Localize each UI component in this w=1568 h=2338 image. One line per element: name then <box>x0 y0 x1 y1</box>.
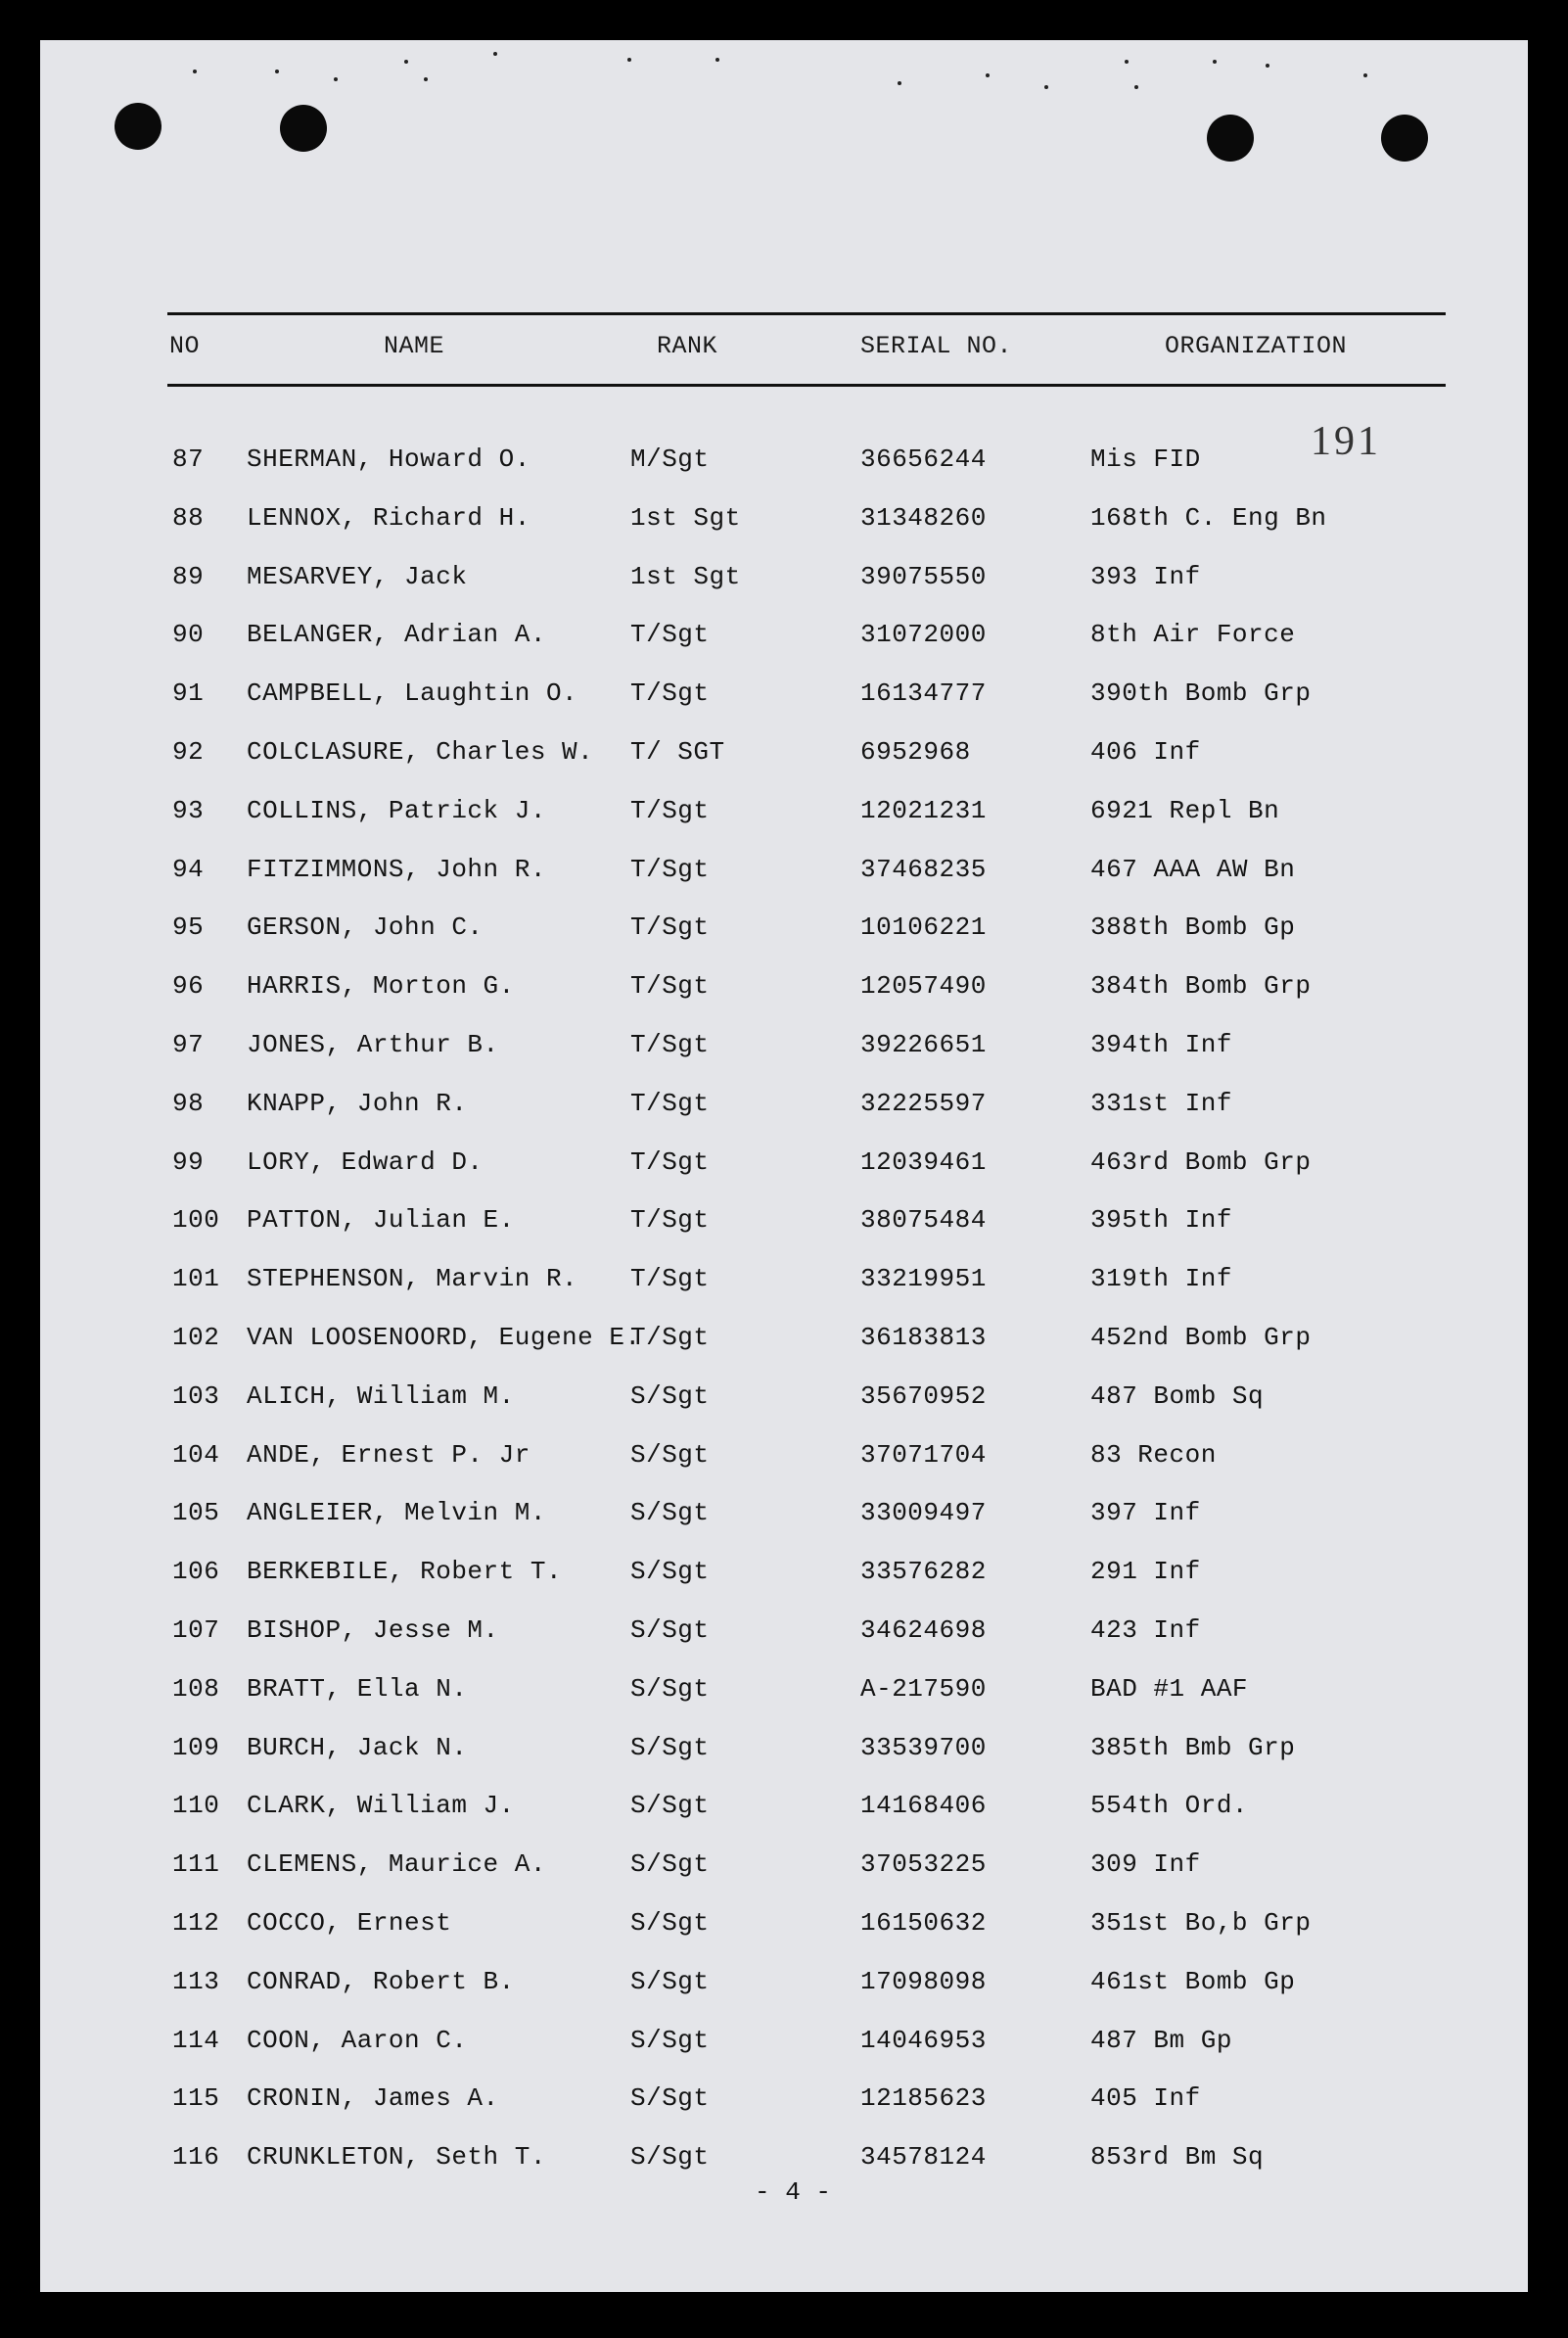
speck <box>1044 85 1048 89</box>
stamp-number: 191 <box>1311 419 1381 464</box>
row-name: FITZIMMONS, John R. <box>247 854 546 884</box>
table-row <box>40 620 1528 678</box>
table-row <box>40 737 1528 796</box>
row-name: LENNOX, Richard H. <box>247 502 530 533</box>
row-organization: 397 Inf <box>1090 1498 1201 1528</box>
speck <box>898 81 901 85</box>
row-number: 92 <box>172 736 205 767</box>
row-serial: 12185623 <box>860 2083 987 2114</box>
row-organization: 385th Bmb Grp <box>1090 1732 1296 1762</box>
row-organization: 487 Bm Gp <box>1090 2025 1232 2055</box>
row-name: CRONIN, James A. <box>247 2083 499 2114</box>
table-row <box>40 678 1528 737</box>
row-rank: T/Sgt <box>630 1264 710 1294</box>
table-row <box>40 1498 1528 1557</box>
table-row <box>40 1674 1528 1733</box>
row-number: 98 <box>172 1088 205 1118</box>
row-name: COLCLASURE, Charles W. <box>247 736 594 767</box>
row-organization: 406 Inf <box>1090 736 1201 767</box>
row-rank: T/Sgt <box>630 1322 710 1352</box>
speck <box>404 60 408 64</box>
row-rank: T/Sgt <box>630 1029 710 1059</box>
row-name: CRUNKLETON, Seth T. <box>247 2142 546 2173</box>
header-serial: SERIAL NO. <box>860 332 1013 360</box>
row-organization: 487 Bomb Sq <box>1090 1380 1265 1411</box>
speck <box>1134 85 1138 89</box>
row-organization: 463rd Bomb Grp <box>1090 1146 1312 1177</box>
table-row <box>40 1323 1528 1381</box>
punch-hole-left-2 <box>280 105 327 152</box>
speck <box>1125 60 1129 64</box>
row-serial: 38075484 <box>860 1205 987 1236</box>
row-rank: S/Sgt <box>630 1614 710 1645</box>
header-rank: RANK <box>657 332 718 360</box>
row-serial: 16134777 <box>860 678 987 709</box>
row-number: 102 <box>172 1322 220 1352</box>
row-number: 110 <box>172 1791 220 1821</box>
speck <box>493 52 497 56</box>
row-name: BURCH, Jack N. <box>247 1732 468 1762</box>
row-rank: T/Sgt <box>630 795 710 825</box>
punch-hole-right-2 <box>1381 115 1428 162</box>
row-number: 101 <box>172 1264 220 1294</box>
row-organization: 83 Recon <box>1090 1439 1217 1470</box>
row-organization: 452nd Bomb Grp <box>1090 1322 1312 1352</box>
row-organization: 168th C. Eng Bn <box>1090 502 1327 533</box>
row-serial: 33009497 <box>860 1498 987 1528</box>
row-serial: 33576282 <box>860 1557 987 1587</box>
row-rank: 1st Sgt <box>630 561 741 591</box>
speck <box>1266 64 1269 68</box>
table-row <box>40 1205 1528 1264</box>
row-rank: S/Sgt <box>630 2025 710 2055</box>
row-name: PATTON, Julian E. <box>247 1205 515 1236</box>
row-number: 95 <box>172 912 205 943</box>
table-row <box>40 1849 1528 1908</box>
speck <box>193 70 197 73</box>
row-organization: 461st Bomb Gp <box>1090 1966 1296 1996</box>
row-organization: BAD #1 AAF <box>1090 1673 1249 1704</box>
row-number: 88 <box>172 502 205 533</box>
table-row <box>40 1967 1528 2026</box>
row-rank: S/Sgt <box>630 1907 710 1938</box>
table-row <box>40 1908 1528 1967</box>
row-organization: 331st Inf <box>1090 1088 1232 1118</box>
top-rule <box>167 312 1446 315</box>
row-organization: 351st Bo,b Grp <box>1090 1907 1312 1938</box>
row-name: ALICH, William M. <box>247 1380 515 1411</box>
row-serial: 6952968 <box>860 736 971 767</box>
row-rank: S/Sgt <box>630 1732 710 1762</box>
row-rank: S/Sgt <box>630 1557 710 1587</box>
row-serial: 34578124 <box>860 2142 987 2173</box>
row-serial: 17098098 <box>860 1966 987 1996</box>
row-organization: 393 Inf <box>1090 561 1201 591</box>
row-name: JONES, Arthur B. <box>247 1029 499 1059</box>
row-serial: 33219951 <box>860 1264 987 1294</box>
row-rank: T/Sgt <box>630 1088 710 1118</box>
row-rank: S/Sgt <box>630 1439 710 1470</box>
table-row <box>40 855 1528 913</box>
row-number: 112 <box>172 1907 220 1938</box>
table-row <box>40 503 1528 562</box>
row-number: 116 <box>172 2142 220 2173</box>
row-serial: 14046953 <box>860 2025 987 2055</box>
table-row <box>40 1791 1528 1849</box>
row-name: LORY, Edward D. <box>247 1146 484 1177</box>
punch-hole-left-1 <box>115 103 161 150</box>
row-name: VAN LOOSENOORD, Eugene E. <box>247 1322 641 1352</box>
table-row <box>40 2026 1528 2084</box>
row-name: CLEMENS, Maurice A. <box>247 1849 546 1880</box>
row-number: 91 <box>172 678 205 709</box>
table-row <box>40 562 1528 621</box>
row-number: 109 <box>172 1732 220 1762</box>
row-serial: 16150632 <box>860 1907 987 1938</box>
row-serial: 35670952 <box>860 1380 987 1411</box>
row-number: 87 <box>172 444 205 474</box>
row-rank: T/ SGT <box>630 736 725 767</box>
row-number: 103 <box>172 1380 220 1411</box>
row-organization: 319th Inf <box>1090 1264 1232 1294</box>
row-rank: M/Sgt <box>630 444 710 474</box>
page-number: - 4 - <box>755 2177 832 2207</box>
speck <box>1213 60 1217 64</box>
row-organization: 405 Inf <box>1090 2083 1201 2114</box>
table-row <box>40 444 1528 503</box>
row-rank: T/Sgt <box>630 854 710 884</box>
row-name: STEPHENSON, Marvin R. <box>247 1264 578 1294</box>
row-name: BERKEBILE, Robert T. <box>247 1557 563 1587</box>
row-serial: 14168406 <box>860 1791 987 1821</box>
row-rank: T/Sgt <box>630 678 710 709</box>
row-number: 96 <box>172 971 205 1002</box>
row-rank: S/Sgt <box>630 1673 710 1704</box>
row-organization: 291 Inf <box>1090 1557 1201 1587</box>
table-row <box>40 1264 1528 1323</box>
row-rank: T/Sgt <box>630 971 710 1002</box>
header-no: NO <box>169 332 201 360</box>
row-serial: 12039461 <box>860 1146 987 1177</box>
row-number: 94 <box>172 854 205 884</box>
speck <box>986 73 990 77</box>
table-row <box>40 971 1528 1030</box>
row-serial: 34624698 <box>860 1614 987 1645</box>
row-serial: 36656244 <box>860 444 987 474</box>
row-organization: 554th Ord. <box>1090 1791 1249 1821</box>
row-number: 90 <box>172 620 205 650</box>
row-serial: 33539700 <box>860 1732 987 1762</box>
row-serial: 37468235 <box>860 854 987 884</box>
row-rank: T/Sgt <box>630 1146 710 1177</box>
row-serial: 37053225 <box>860 1849 987 1880</box>
row-organization: 395th Inf <box>1090 1205 1232 1236</box>
row-name: BISHOP, Jesse M. <box>247 1614 499 1645</box>
row-rank: S/Sgt <box>630 1498 710 1528</box>
row-rank: T/Sgt <box>630 620 710 650</box>
row-name: ANGLEIER, Melvin M. <box>247 1498 546 1528</box>
row-name: HARRIS, Morton G. <box>247 971 515 1002</box>
row-number: 107 <box>172 1614 220 1645</box>
row-rank: S/Sgt <box>630 2142 710 2173</box>
row-number: 104 <box>172 1439 220 1470</box>
table-row <box>40 1440 1528 1499</box>
speck <box>627 58 631 62</box>
table-row <box>40 1030 1528 1089</box>
speck <box>1363 73 1367 77</box>
row-name: COON, Aaron C. <box>247 2025 468 2055</box>
table-row <box>40 1733 1528 1792</box>
row-number: 108 <box>172 1673 220 1704</box>
row-number: 113 <box>172 1966 220 1996</box>
header-bottom-rule <box>167 384 1446 387</box>
roster-table <box>40 444 1528 2201</box>
row-name: KNAPP, John R. <box>247 1088 468 1118</box>
row-serial: 37071704 <box>860 1439 987 1470</box>
row-number: 115 <box>172 2083 220 2114</box>
row-organization: 6921 Repl Bn <box>1090 795 1280 825</box>
row-serial: 39075550 <box>860 561 987 591</box>
row-number: 105 <box>172 1498 220 1528</box>
table-row <box>40 1381 1528 1440</box>
row-organization: 8th Air Force <box>1090 620 1296 650</box>
row-rank: S/Sgt <box>630 1966 710 1996</box>
row-name: CONRAD, Robert B. <box>247 1966 515 1996</box>
row-serial: 12057490 <box>860 971 987 1002</box>
row-serial: 32225597 <box>860 1088 987 1118</box>
row-name: CAMPBELL, Laughtin O. <box>247 678 578 709</box>
speck <box>424 77 428 81</box>
table-row <box>40 1147 1528 1206</box>
row-name: GERSON, John C. <box>247 912 484 943</box>
table-row <box>40 1615 1528 1674</box>
punch-hole-right-1 <box>1207 115 1254 162</box>
row-rank: S/Sgt <box>630 1791 710 1821</box>
speck <box>334 77 338 81</box>
row-serial: 31348260 <box>860 502 987 533</box>
header-name: NAME <box>384 332 445 360</box>
row-number: 100 <box>172 1205 220 1236</box>
row-number: 106 <box>172 1557 220 1587</box>
row-organization: 467 AAA AW Bn <box>1090 854 1296 884</box>
row-organization: 394th Inf <box>1090 1029 1232 1059</box>
row-number: 114 <box>172 2025 220 2055</box>
row-name: CLARK, William J. <box>247 1791 515 1821</box>
row-rank: T/Sgt <box>630 1205 710 1236</box>
row-name: MESARVEY, Jack <box>247 561 468 591</box>
row-number: 89 <box>172 561 205 591</box>
row-name: COLLINS, Patrick J. <box>247 795 546 825</box>
speck <box>715 58 719 62</box>
table-row <box>40 912 1528 971</box>
row-number: 99 <box>172 1146 205 1177</box>
row-serial: 39226651 <box>860 1029 987 1059</box>
row-name: BRATT, Ella N. <box>247 1673 468 1704</box>
row-number: 111 <box>172 1849 220 1880</box>
header-organization: ORGANIZATION <box>1165 332 1348 360</box>
table-row <box>40 796 1528 855</box>
table-row <box>40 1557 1528 1615</box>
speck <box>275 70 279 73</box>
row-rank: 1st Sgt <box>630 502 741 533</box>
row-name: COCCO, Ernest <box>247 1907 452 1938</box>
row-organization: 309 Inf <box>1090 1849 1201 1880</box>
row-name: ANDE, Ernest P. Jr <box>247 1439 530 1470</box>
row-rank: S/Sgt <box>630 2083 710 2114</box>
row-rank: T/Sgt <box>630 912 710 943</box>
row-rank: S/Sgt <box>630 1380 710 1411</box>
row-serial: A-217590 <box>860 1673 987 1704</box>
row-rank: S/Sgt <box>630 1849 710 1880</box>
row-serial: 36183813 <box>860 1322 987 1352</box>
row-number: 97 <box>172 1029 205 1059</box>
row-number: 93 <box>172 795 205 825</box>
row-organization: 423 Inf <box>1090 1614 1201 1645</box>
row-name: BELANGER, Adrian A. <box>247 620 546 650</box>
row-serial: 12021231 <box>860 795 987 825</box>
row-name: SHERMAN, Howard O. <box>247 444 530 474</box>
document-page <box>40 40 1528 2292</box>
table-row <box>40 1089 1528 1147</box>
row-organization: 390th Bomb Grp <box>1090 678 1312 709</box>
table-row <box>40 2083 1528 2142</box>
row-organization: 384th Bomb Grp <box>1090 971 1312 1002</box>
row-serial: 10106221 <box>860 912 987 943</box>
row-organization: Mis FID <box>1090 444 1201 474</box>
row-organization: 853rd Bm Sq <box>1090 2142 1265 2173</box>
row-serial: 31072000 <box>860 620 987 650</box>
row-organization: 388th Bomb Gp <box>1090 912 1296 943</box>
